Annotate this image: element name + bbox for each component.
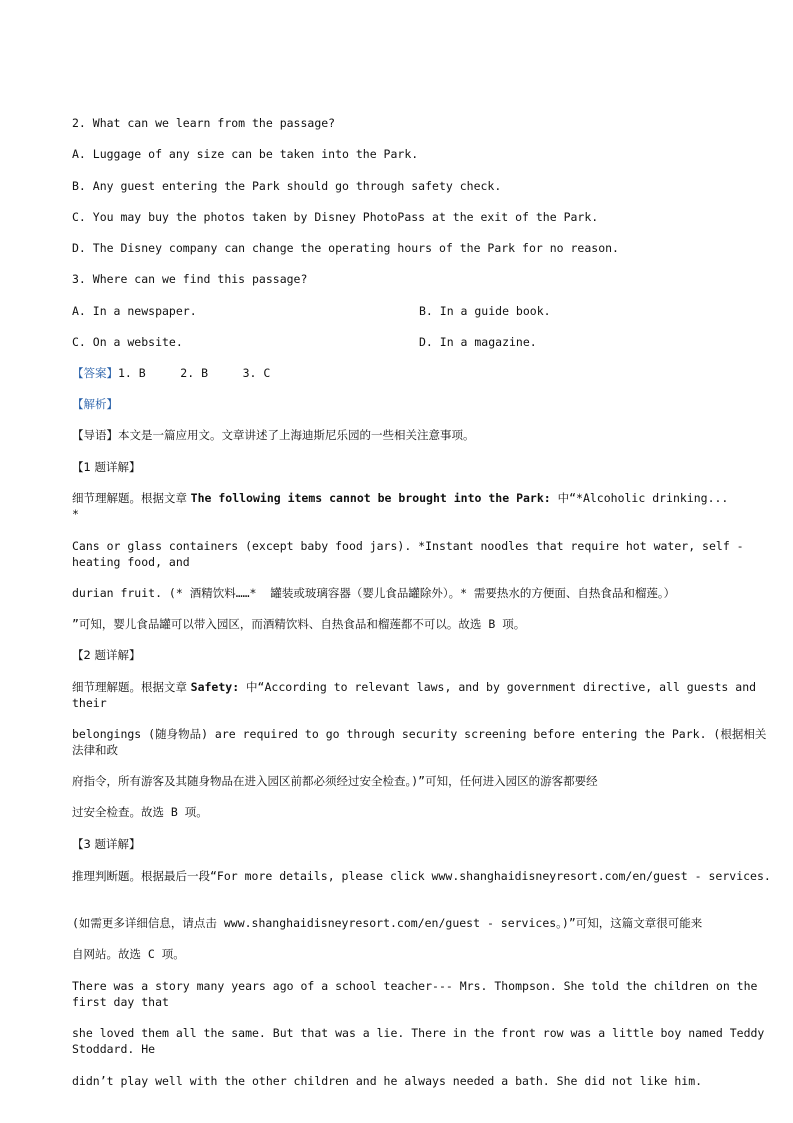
detail-1-line-4: ”可知，婴儿食品罐可以带入园区，而酒精饮料、自热食品和榴莲都不可以。故选 B 项。 (72, 617, 526, 631)
q3-option-a: A. In a newspaper. (72, 304, 197, 318)
answer-line (72, 365, 777, 381)
answer-text: 1. B 2. B 3. C (118, 366, 271, 380)
detail-2-line-4: 过安全检查。故选 B 项。 (72, 805, 208, 819)
q3-question: 3. Where can we find this passage? (72, 272, 308, 286)
intro-text: 本文是一篇应用文。文章讲述了上海迪斯尼乐园的一些相关注意事项。 (118, 428, 475, 442)
detail-2-line-2: belongings (随身物品) are required to go through security screening before entering the Park. (根据相关法律和政 (72, 727, 767, 757)
detail-1-line-1b: * (72, 507, 79, 521)
detail-3-heading: 【3 题详解】 (72, 837, 141, 851)
detail-3-line-1: 推理判断题。根据最后一段“For more details, please click www.shanghaidisneyresort.com/en/guest - services. (72, 869, 771, 883)
detail-2-line-1 (72, 679, 777, 711)
story-line-2: she loved them all the same. But that was a lie. There in the front row was a little boy named Teddy Stoddard. He (72, 1026, 772, 1056)
detail-2-quote: 中“According to relevant laws, and by government directive, all guests and their (72, 680, 763, 710)
detail-2-heading: 【2 题详解】 (72, 648, 141, 662)
q3-option-c: C. On a website. (72, 335, 183, 349)
detail-1-quote-title: The following items cannot be brought into the Park: (190, 491, 551, 505)
q3-option-b: B. In a guide book. (419, 304, 551, 318)
detail-1-quote: 中“*Alcoholic drinking... (550, 491, 729, 505)
detail-1-lead: 细节理解题。根据文章 (72, 491, 191, 505)
detail-3-line-3: 自网站。故选 C 项。 (72, 947, 185, 961)
q2-option-b: B. Any guest entering the Park should go through safety check. (72, 179, 502, 193)
detail-2-quote-title: Safety: (190, 680, 240, 694)
detail-2-line-3: 府指令，所有游客及其随身物品在进入园区前都必须经过安全检查。)”可知，任何进入园区的游客都要经 (72, 774, 598, 788)
detail-1-line-2: Cans or glass containers (except baby food jars). *Instant noodles that require hot water, self - heating food, and (72, 539, 751, 569)
detail-1-line-1 (72, 490, 777, 506)
detail-1-line-3: durian fruit. (* 酒精饮料……* 罐装或玻璃容器（婴儿食品罐除外）。* 需要热水的方便面、自热食品和榴莲。） (72, 586, 676, 600)
q2-option-c: C. You may buy the photos taken by Disney PhotoPass at the exit of the Park. (72, 210, 599, 224)
story-line-3: didn’t play well with the other children and he always needed a bath. She did not like him. (72, 1074, 703, 1088)
analysis-tag: 【解析】 (72, 397, 118, 411)
q2-question: 2. What can we learn from the passage? (72, 116, 336, 130)
answer-tag: 【答案】 (72, 366, 118, 380)
q2-option-a: A. Luggage of any size can be taken into the Park. (72, 147, 419, 161)
detail-2-lead: 细节理解题。根据文章 (72, 680, 191, 694)
story-line-1: There was a story many years ago of a school teacher--- Mrs. Thompson. She told the children on the first day that (72, 979, 765, 1009)
detail-1-heading: 【1 题详解】 (72, 460, 141, 474)
intro-line (72, 427, 777, 443)
q3-option-d: D. In a magazine. (419, 335, 537, 349)
intro-tag: 【导语】 (72, 428, 118, 442)
q2-option-d: D. The Disney company can change the operating hours of the Park for no reason. (72, 241, 619, 255)
detail-3-line-2: (如需更多详细信息，请点击 www.shanghaidisneyresort.com/en/guest - services。)”可知，这篇文章很可能来 (72, 916, 703, 930)
